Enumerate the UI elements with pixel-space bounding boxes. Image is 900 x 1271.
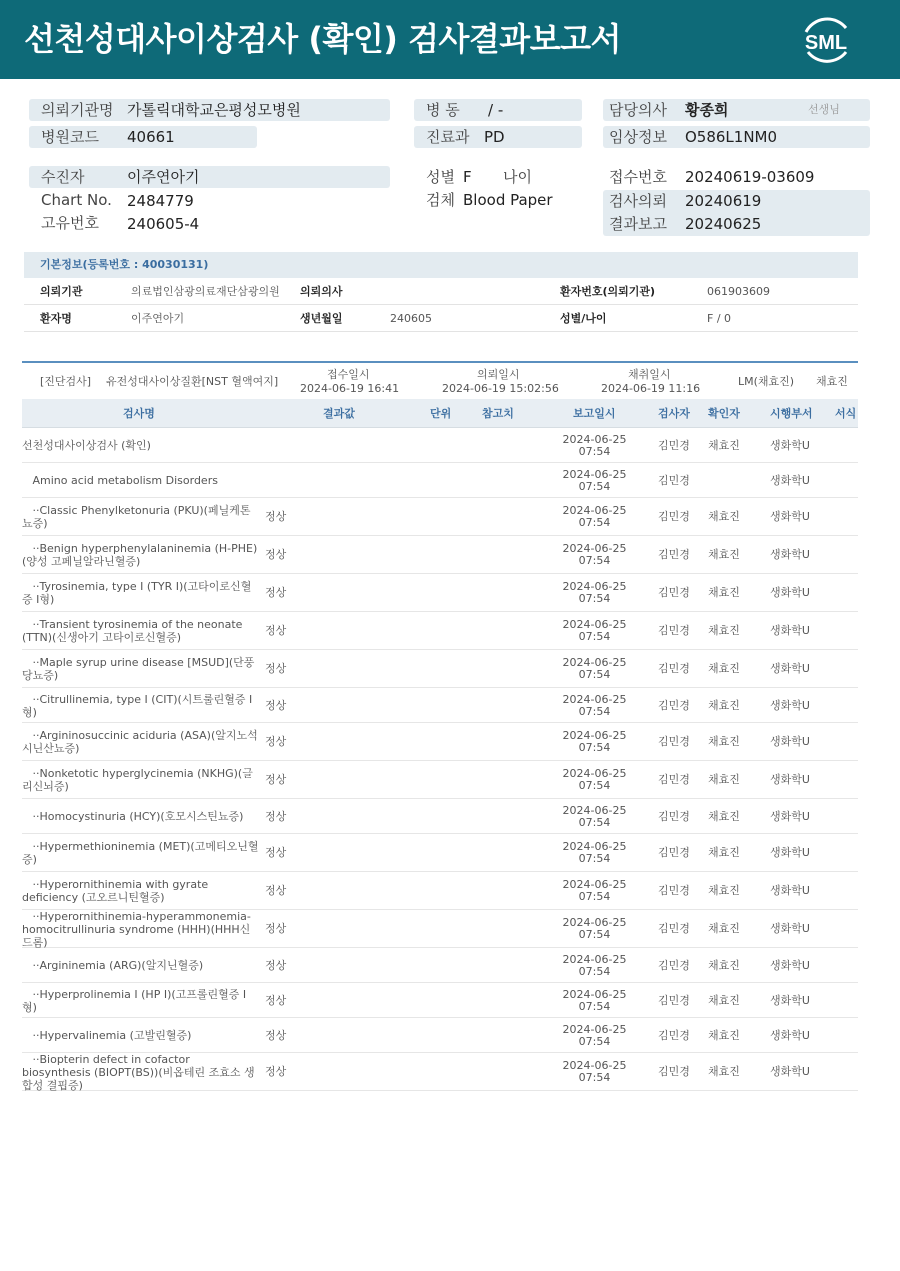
row-confirmer: 채효진 bbox=[708, 1028, 740, 1042]
table-row bbox=[22, 650, 858, 688]
row-report-date-time: 07:54 bbox=[578, 554, 611, 567]
sex-value: F bbox=[463, 168, 472, 186]
basic-sexage-label: 성별/나이 bbox=[560, 312, 607, 325]
row-report-date-time: 07:54 bbox=[578, 815, 611, 829]
row-test-name: ··Classic Phenylketonuria (PKU)(페닐케톤뇨증) bbox=[22, 504, 251, 530]
row-report-date bbox=[562, 989, 627, 1013]
col-format: 서식 bbox=[835, 407, 857, 420]
collected-label: 채취일시 bbox=[628, 368, 671, 381]
row-result: 정상 bbox=[265, 884, 287, 897]
row-test-name: 선천성대사이상검사 (확인) bbox=[22, 439, 151, 452]
row-report-date-time: 07:54 bbox=[578, 999, 611, 1013]
table-row bbox=[22, 872, 858, 910]
row-dept: 생화학U bbox=[770, 884, 810, 897]
dept-value: PD bbox=[484, 128, 505, 146]
row-report-date bbox=[562, 730, 627, 754]
results-table-header bbox=[22, 399, 858, 428]
request-report-field bbox=[603, 190, 870, 236]
row-tester: 김민경 bbox=[658, 884, 690, 897]
age-label: 나이 bbox=[503, 168, 532, 186]
unique-value: 240605-4 bbox=[127, 215, 200, 233]
row-confirmer: 채효진 bbox=[708, 773, 740, 786]
ward-field bbox=[414, 99, 582, 121]
request-label: 검사의뢰 bbox=[609, 192, 667, 210]
row-report-date-time: 07:54 bbox=[578, 704, 611, 718]
row-report-date-day: 2024-06-25 bbox=[562, 878, 627, 891]
row-report-date-time: 07:54 bbox=[578, 964, 611, 978]
row-tester: 김민경 bbox=[658, 698, 690, 712]
row-test-name: ··Homocystinuria (HCY)(호모시스틴뇨증) bbox=[22, 810, 244, 823]
row-report-date-day: 2024-06-25 bbox=[562, 467, 627, 481]
table-row bbox=[22, 983, 858, 1018]
col-reference: 참고치 bbox=[482, 407, 514, 420]
table-row bbox=[22, 428, 858, 463]
row-confirmer: 채효진 bbox=[708, 809, 740, 823]
row-dept: 생화학U bbox=[770, 438, 810, 452]
row-result: 정상 bbox=[265, 958, 287, 972]
specimen-value: Blood Paper bbox=[463, 191, 553, 209]
row-report-date-day: 2024-06-25 bbox=[562, 952, 627, 966]
row-tester: 김민경 bbox=[658, 662, 690, 675]
row-test-name: ··Hyperornithinemia with gyrate deficiency (고오르니틴혈증) bbox=[22, 878, 212, 904]
row-report-date-time: 07:54 bbox=[578, 741, 611, 754]
row-test-name: Amino acid metabolism Disorders bbox=[22, 474, 218, 487]
row-test-name: ··Argininosuccinic aciduria (ASA)(알지노석시닌산뇨증) bbox=[22, 729, 258, 755]
table-row bbox=[22, 612, 858, 650]
row-report-date bbox=[562, 434, 627, 458]
row-dept: 생화학U bbox=[770, 958, 810, 972]
row-result: 정상 bbox=[265, 846, 287, 859]
sex-label: 성별 bbox=[426, 168, 455, 186]
row-result: 정상 bbox=[265, 662, 287, 675]
row-tester: 김민경 bbox=[658, 846, 690, 859]
row-test-name: ··Nonketotic hyperglycinemia (NKHG)(글리신뇌증) bbox=[22, 767, 253, 793]
clinical-field bbox=[603, 126, 870, 148]
row-tester: 김민경 bbox=[658, 809, 690, 823]
institution-label: 의뢰기관명 bbox=[41, 101, 114, 119]
row-confirmer: 채효진 bbox=[708, 846, 740, 859]
row-confirmer: 채효진 bbox=[708, 548, 740, 561]
row-report-date bbox=[562, 917, 627, 941]
row-report-date-day: 2024-06-25 bbox=[562, 916, 627, 929]
row-tester: 김민경 bbox=[658, 586, 690, 599]
row-report-date-time: 07:54 bbox=[578, 928, 611, 941]
row-confirmer: 채효진 bbox=[708, 698, 740, 712]
row-test-name: ··Citrullinemia, type I (CIT)(시트룰린혈증 I형) bbox=[22, 692, 253, 719]
basic-patient-no-value: 061903609 bbox=[707, 285, 770, 298]
doctor-suffix: 선생님 bbox=[808, 103, 840, 116]
chart-value: 2484779 bbox=[127, 192, 194, 210]
row-report-date-time: 07:54 bbox=[578, 592, 611, 605]
row-report-date bbox=[562, 841, 627, 865]
row-report-date-day: 2024-06-25 bbox=[562, 729, 627, 742]
row-result: 정상 bbox=[265, 922, 287, 935]
col-name: 검사명 bbox=[123, 407, 155, 420]
row-report-date-time: 07:54 bbox=[578, 890, 611, 903]
row-result: 정상 bbox=[265, 624, 287, 637]
table-row bbox=[22, 761, 858, 799]
col-tester: 검사자 bbox=[658, 407, 690, 420]
row-tester: 김민경 bbox=[658, 922, 690, 935]
row-result: 정상 bbox=[265, 735, 287, 748]
row-report-date bbox=[562, 879, 627, 903]
row-report-date-day: 2024-06-25 bbox=[562, 656, 627, 669]
row-test-name: ··Hypervalinemia (고발린혈증) bbox=[22, 1029, 192, 1042]
row-tester: 김민경 bbox=[658, 773, 690, 786]
institution-field bbox=[29, 99, 390, 121]
row-report-date-day: 2024-06-25 bbox=[562, 542, 627, 555]
row-confirmer: 채효진 bbox=[708, 735, 740, 748]
row-tester: 김민경 bbox=[658, 993, 690, 1007]
received-value: 2024-06-19 16:41 bbox=[300, 382, 400, 395]
row-confirmer: 채효진 bbox=[708, 438, 740, 452]
row-report-date-day: 2024-06-25 bbox=[562, 580, 627, 593]
row-dept: 생화학U bbox=[770, 698, 810, 712]
row-result: 정상 bbox=[265, 586, 287, 599]
row-test-name: ··Maple syrup urine disease [MSUD](단풍당뇨증) bbox=[22, 656, 255, 682]
doctor-value: 황종희 bbox=[685, 101, 729, 119]
row-tester: 김민경 bbox=[658, 473, 690, 487]
basic-birth-label: 생년월일 bbox=[300, 312, 343, 325]
row-dept: 생화학U bbox=[770, 809, 810, 823]
table-row bbox=[22, 463, 858, 498]
row-report-date bbox=[562, 581, 627, 605]
col-result: 결과값 bbox=[323, 407, 355, 420]
row-test-name: ··Hyperprolinemia I (HP I)(고프롤린혈증 I형) bbox=[22, 987, 247, 1014]
basic-patient-no-label: 환자번호(의뢰기관) bbox=[560, 285, 656, 298]
row-tester: 김민경 bbox=[658, 1028, 690, 1042]
basic-inst-value: 의료법인삼광의료재단삼광의원 bbox=[131, 285, 280, 298]
row-dept: 생화학U bbox=[770, 993, 810, 1007]
col-report-date: 보고일시 bbox=[573, 407, 616, 420]
row-result: 정상 bbox=[265, 1065, 287, 1078]
row-result: 정상 bbox=[265, 510, 287, 523]
row-dept: 생화학U bbox=[770, 473, 810, 487]
exam-category: [진단검사] bbox=[40, 375, 92, 388]
table-row bbox=[22, 498, 858, 536]
row-tester: 김민경 bbox=[658, 624, 690, 637]
row-report-date-day: 2024-06-25 bbox=[562, 504, 627, 517]
basic-info-title: 기본정보(등록번호 : 40030131) bbox=[40, 258, 209, 271]
exam-confirmer: 채효진 bbox=[816, 375, 848, 388]
row-confirmer: 채효진 bbox=[708, 958, 740, 972]
row-report-date bbox=[562, 954, 627, 978]
row-report-date bbox=[562, 1060, 627, 1084]
basic-info-row-1 bbox=[24, 278, 858, 305]
basic-sexage-value: F / 0 bbox=[707, 312, 732, 325]
row-test-name: ··Biopterin defect in cofactor biosynthesis (BIOPT(BS))(비옵테린 조효소 생합성 결핍증) bbox=[22, 1052, 255, 1092]
row-result: 정상 bbox=[265, 809, 287, 823]
row-dept: 생화학U bbox=[770, 846, 810, 859]
row-dept: 생화학U bbox=[770, 662, 810, 675]
report-title: 선천성대사이상검사 (확인) 검사결과보고서 bbox=[24, 20, 621, 58]
hospital-code-field bbox=[29, 126, 257, 148]
row-report-date bbox=[562, 469, 627, 493]
patient-value: 이주연아기 bbox=[127, 168, 200, 186]
requested-value: 2024-06-19 15:02:56 bbox=[442, 382, 559, 395]
row-confirmer: 채효진 bbox=[708, 662, 740, 675]
row-report-date bbox=[562, 694, 627, 718]
doctor-field bbox=[603, 99, 870, 121]
row-report-date bbox=[562, 768, 627, 792]
row-report-date-time: 07:54 bbox=[578, 1034, 611, 1048]
table-row bbox=[22, 723, 858, 761]
row-confirmer: 채효진 bbox=[708, 993, 740, 1007]
col-dept: 시행부서 bbox=[770, 407, 813, 420]
row-test-name: ··Tyrosinemia, type I (TYR I)(고타이로신혈증 I형) bbox=[22, 580, 252, 606]
row-dept: 생화학U bbox=[770, 1065, 810, 1078]
specimen-label: 검체 bbox=[426, 191, 455, 209]
basic-info-row-2 bbox=[24, 305, 858, 332]
row-report-date-time: 07:54 bbox=[578, 1071, 611, 1084]
ward-value: / - bbox=[488, 101, 504, 119]
row-report-date-day: 2024-06-25 bbox=[562, 1022, 627, 1036]
row-report-date bbox=[562, 805, 627, 829]
institution-value: 가톨릭대학교은평성모병원 bbox=[127, 101, 301, 119]
basic-name-label: 환자명 bbox=[40, 312, 72, 325]
table-row bbox=[22, 688, 858, 723]
table-row bbox=[22, 536, 858, 574]
row-dept: 생화학U bbox=[770, 624, 810, 637]
table-row bbox=[22, 910, 858, 948]
row-dept: 생화학U bbox=[770, 586, 810, 599]
dept-field bbox=[414, 126, 582, 148]
clinical-label: 임상정보 bbox=[609, 128, 667, 146]
row-tester: 김민경 bbox=[658, 510, 690, 523]
basic-birth-value: 240605 bbox=[390, 312, 432, 325]
table-row bbox=[22, 1053, 858, 1091]
row-report-date-day: 2024-06-25 bbox=[562, 432, 627, 446]
row-dept: 생화학U bbox=[770, 510, 810, 523]
report-label: 결과보고 bbox=[609, 215, 667, 233]
report-header bbox=[0, 0, 900, 79]
dept-label: 진료과 bbox=[426, 128, 470, 146]
table-row bbox=[22, 799, 858, 834]
exam-name: 유전성대사이상질환[NST 혈액여지] bbox=[106, 375, 279, 388]
row-confirmer: 채효진 bbox=[708, 884, 740, 897]
row-report-date-time: 07:54 bbox=[578, 444, 611, 458]
row-report-date-time: 07:54 bbox=[578, 479, 611, 493]
collected-value: 2024-06-19 11:16 bbox=[601, 382, 701, 395]
row-result: 정상 bbox=[265, 548, 287, 561]
row-confirmer: 채효진 bbox=[708, 586, 740, 599]
exam-info bbox=[22, 361, 858, 399]
patient-field bbox=[29, 166, 390, 188]
patient-label: 수진자 bbox=[41, 168, 85, 186]
row-dept: 생화학U bbox=[770, 735, 810, 748]
row-report-date-day: 2024-06-25 bbox=[562, 692, 627, 706]
row-tester: 김민경 bbox=[658, 735, 690, 748]
row-dept: 생화학U bbox=[770, 922, 810, 935]
request-value: 20240619 bbox=[685, 192, 762, 210]
hospital-code-value: 40661 bbox=[127, 128, 175, 146]
row-tester: 김민경 bbox=[658, 548, 690, 561]
row-test-name: ··Transient tyrosinemia of the neonate (TTN)(신생아기 고타이로신혈증) bbox=[22, 618, 246, 644]
row-dept: 생화학U bbox=[770, 1028, 810, 1042]
sml-logo bbox=[796, 12, 856, 66]
hospital-code-label: 병원코드 bbox=[41, 128, 99, 146]
row-tester: 김민경 bbox=[658, 1065, 690, 1078]
row-report-date bbox=[562, 1024, 627, 1048]
row-test-name: ··Argininemia (ARG)(알지닌혈증) bbox=[22, 959, 204, 972]
table-row bbox=[22, 574, 858, 612]
row-report-date-time: 07:54 bbox=[578, 516, 611, 529]
exam-lm: LM(채효진) bbox=[738, 375, 795, 388]
table-row bbox=[22, 834, 858, 872]
row-dept: 생화학U bbox=[770, 773, 810, 786]
unique-label: 고유번호 bbox=[41, 214, 99, 232]
row-report-date bbox=[562, 505, 627, 529]
basic-req-doctor-label: 의뢰의사 bbox=[300, 285, 343, 298]
basic-info-title-bar bbox=[24, 252, 858, 278]
row-report-date-day: 2024-06-25 bbox=[562, 767, 627, 780]
row-report-date bbox=[562, 543, 627, 567]
row-confirmer: 채효진 bbox=[708, 922, 740, 935]
row-result: 정상 bbox=[265, 773, 287, 786]
basic-info-section bbox=[24, 252, 858, 332]
row-result: 정상 bbox=[265, 993, 287, 1007]
row-report-date-time: 07:54 bbox=[578, 668, 611, 681]
row-report-date-day: 2024-06-25 bbox=[562, 987, 627, 1001]
row-dept: 생화학U bbox=[770, 548, 810, 561]
chart-label: Chart No. bbox=[41, 191, 112, 209]
row-report-date-day: 2024-06-25 bbox=[562, 618, 627, 631]
row-tester: 김민경 bbox=[658, 958, 690, 972]
sml-logo-text: SML bbox=[804, 32, 848, 54]
requested-label: 의뢰일시 bbox=[477, 368, 520, 381]
report-value: 20240625 bbox=[685, 215, 762, 233]
basic-inst-label: 의뢰기관 bbox=[40, 285, 83, 298]
row-report-date-day: 2024-06-25 bbox=[562, 1059, 627, 1072]
row-report-date-time: 07:54 bbox=[578, 779, 611, 792]
row-test-name: ··Hypermethioninemia (MET)(고메티오닌혈증) bbox=[22, 840, 259, 866]
table-row bbox=[22, 948, 858, 983]
table-row bbox=[22, 1018, 858, 1053]
row-report-date-day: 2024-06-25 bbox=[562, 803, 627, 817]
receipt-value: 20240619-03609 bbox=[685, 168, 815, 186]
row-confirmer: 채효진 bbox=[708, 510, 740, 523]
receipt-label: 접수번호 bbox=[609, 168, 667, 186]
ward-label: 병 동 bbox=[426, 101, 460, 119]
clinical-value: O586L1NM0 bbox=[685, 128, 778, 146]
row-result: 정상 bbox=[265, 698, 287, 712]
row-result: 정상 bbox=[265, 1028, 287, 1042]
received-label: 접수일시 bbox=[327, 368, 370, 381]
doctor-label: 담당의사 bbox=[609, 101, 667, 119]
row-test-name: ··Benign hyperphenylalaninemia (H-PHE)(양성 고페닐알라닌혈증) bbox=[22, 542, 258, 568]
row-confirmer: 채효진 bbox=[708, 624, 740, 637]
basic-name-value: 이주연아기 bbox=[131, 312, 185, 325]
row-report-date-time: 07:54 bbox=[578, 630, 611, 643]
row-report-date-day: 2024-06-25 bbox=[562, 840, 627, 853]
col-unit: 단위 bbox=[430, 407, 452, 420]
row-tester: 김민경 bbox=[658, 438, 690, 452]
row-report-date-time: 07:54 bbox=[578, 852, 611, 865]
row-confirmer: 채효진 bbox=[708, 1065, 740, 1078]
row-test-name: ··Hyperornithinemia-hyperammonemia-homocitrullinuria syndrome (HHH)(HHH신드롬) bbox=[22, 909, 251, 949]
row-report-date bbox=[562, 657, 627, 681]
col-confirmer: 확인자 bbox=[708, 407, 740, 420]
row-report-date bbox=[562, 619, 627, 643]
